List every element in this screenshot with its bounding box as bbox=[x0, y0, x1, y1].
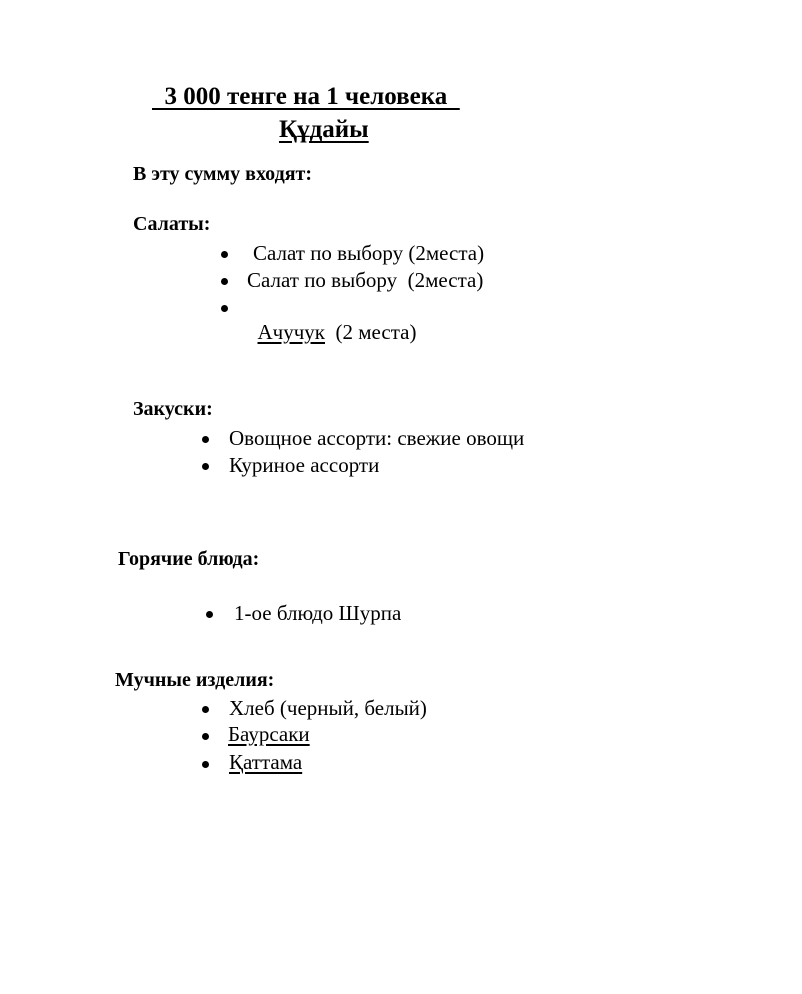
list-item-underlined: Ачучук bbox=[257, 320, 325, 344]
bullet-icon bbox=[221, 278, 228, 285]
bullet-icon bbox=[206, 611, 213, 618]
bullet-icon bbox=[202, 463, 209, 470]
intro-text: В эту сумму входят: bbox=[133, 163, 313, 185]
list-item: Куриное ассорти bbox=[229, 453, 380, 477]
section-heading-flour-products: Мучные изделия: bbox=[115, 669, 275, 691]
list-item-rest: (2 места) bbox=[325, 320, 417, 344]
bullet-icon bbox=[202, 761, 209, 768]
section-heading-appetizers: Закуски: bbox=[133, 398, 213, 420]
list-item bbox=[247, 295, 416, 345]
bullet-icon bbox=[221, 251, 228, 258]
list-item: Қаттама bbox=[229, 750, 303, 774]
list-item: Хлеб (черный, белый) bbox=[229, 696, 427, 720]
bullet-icon bbox=[221, 305, 228, 312]
list-item: Салат по выбору (2места) bbox=[247, 268, 484, 292]
section-heading-hot-dishes: Горячие блюда: bbox=[118, 548, 260, 570]
list-item: Салат по выбору (2места) bbox=[253, 241, 485, 265]
bullet-icon bbox=[202, 733, 209, 740]
section-heading-salads: Салаты: bbox=[133, 213, 211, 235]
list-item: Баурсаки bbox=[228, 722, 310, 746]
document-title: 3 000 тенге на 1 человека bbox=[152, 83, 460, 110]
bullet-icon bbox=[202, 706, 209, 713]
document-subtitle: Құдайы bbox=[279, 116, 369, 143]
bullet-icon bbox=[202, 436, 209, 443]
list-item: 1-ое блюдо Шурпа bbox=[234, 601, 402, 625]
list-item: Овощное ассорти: свежие овощи bbox=[229, 426, 525, 450]
